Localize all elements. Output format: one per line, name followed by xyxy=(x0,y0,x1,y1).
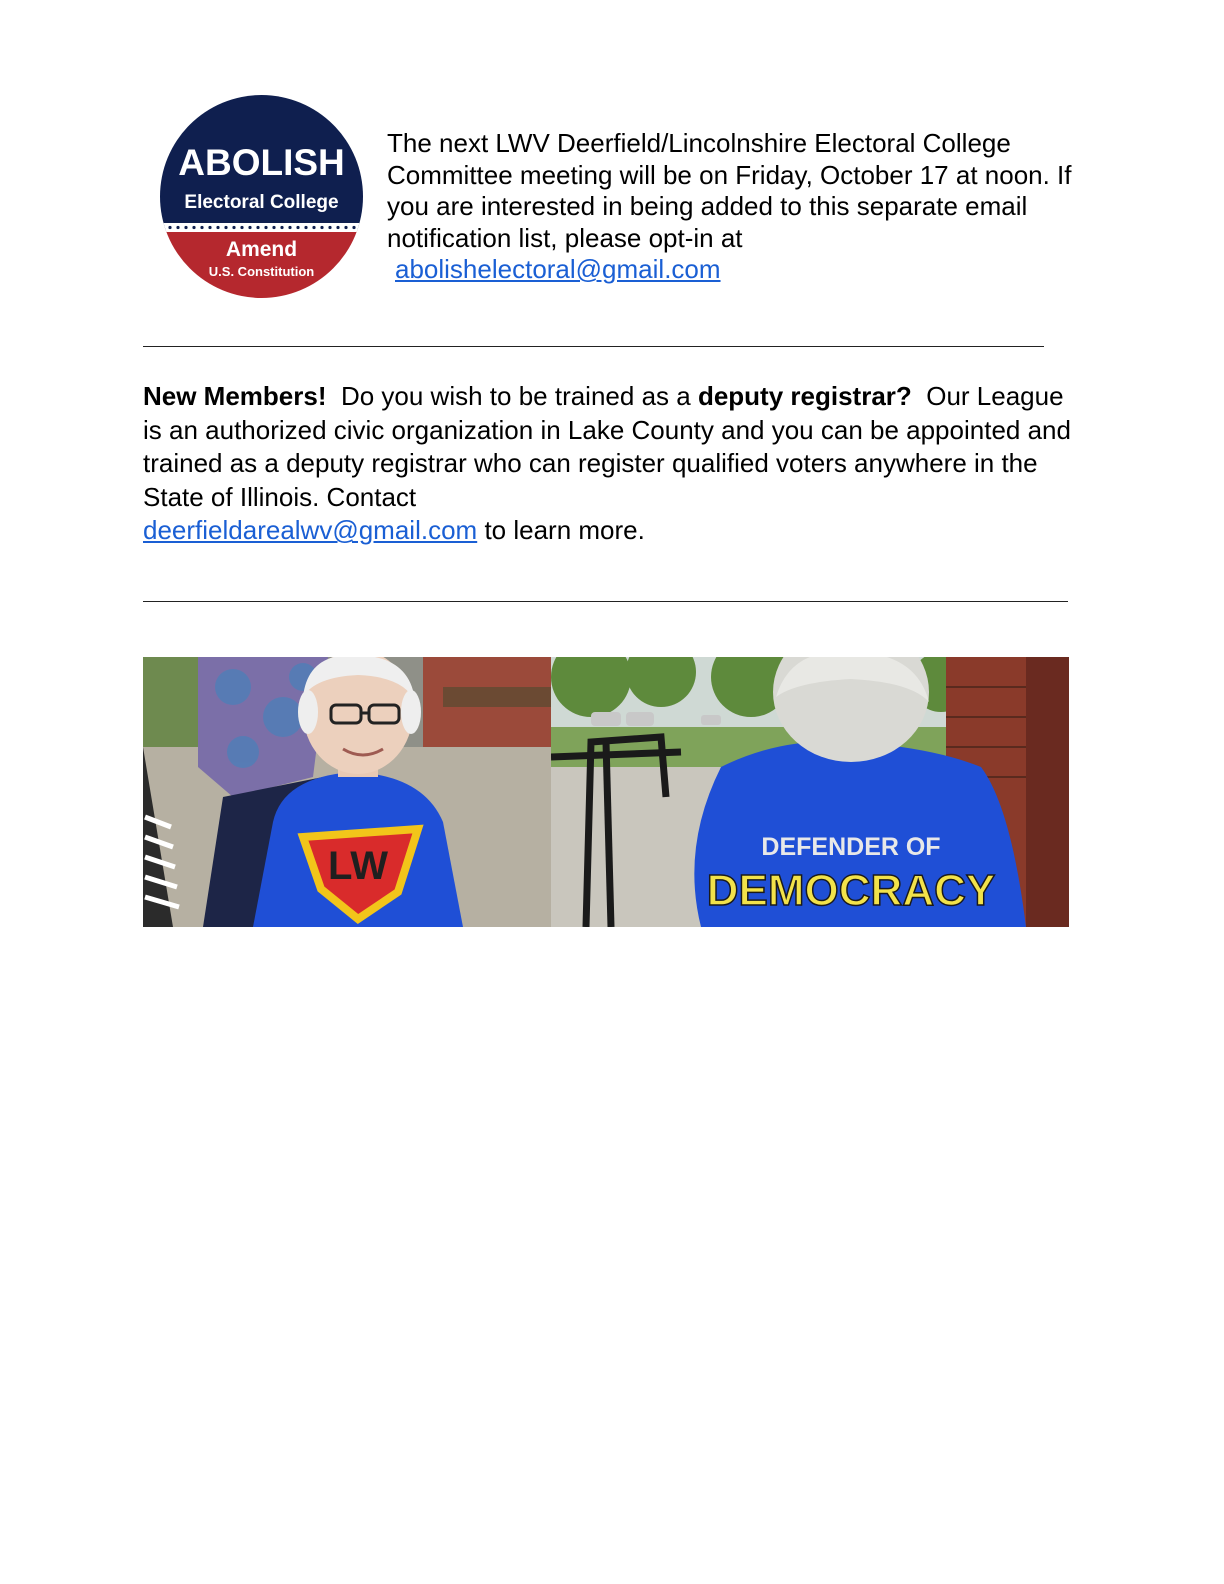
photo-strip xyxy=(143,657,1069,927)
new-members-heading: New Members! xyxy=(143,381,327,411)
new-members-text-4: to learn more. xyxy=(484,515,645,546)
divider-line xyxy=(143,346,1044,347)
logo-bottom-text: U.S. Constitution xyxy=(208,264,315,279)
photo-defender-of-democracy-shirt xyxy=(551,657,1069,927)
shirt-back-line1: DEFENDER OF xyxy=(761,833,941,861)
divider-line xyxy=(143,601,1068,602)
photo-woman-superhero-shirt xyxy=(143,657,551,927)
shirt-front-logo-text: LW xyxy=(328,844,388,888)
meeting-announcement-text: The next LWV Deerfield/Lincolnshire Electoral College Committee meeting will be on Friday, October 17 at noon. If you are interested in being added to this separate email notification list, please opt-in at xyxy=(387,128,1072,253)
logo-amend-text: Amend xyxy=(225,238,298,261)
new-members-text-3: Our League is an authorized civic organization in Lake County and you can be appointed and trained as a deputy registrar who can register qualified voters anywhere in the State of Illinois. Contact xyxy=(143,381,1071,512)
logo-middle-text: Electoral College xyxy=(184,192,339,213)
deerfield-email-link[interactable]: deerfieldarealwv@gmail.com xyxy=(143,515,478,546)
logo-badge xyxy=(160,95,363,298)
new-members-text-1: Do you wish to be trained as a xyxy=(340,381,691,411)
new-members-section xyxy=(143,380,1083,548)
photo-right-illustration xyxy=(551,657,1069,927)
photo-left-illustration xyxy=(143,657,551,927)
abolish-electoral-college-logo xyxy=(160,95,363,298)
logo-top-text: ABOLISH xyxy=(178,142,345,183)
abolish-electoral-email-link[interactable]: abolishelectoral@gmail.com xyxy=(395,254,721,284)
deputy-registrar-heading: deputy registrar? xyxy=(697,381,912,411)
meeting-announcement xyxy=(387,128,1077,286)
shirt-back-line2: DEMOCRACY xyxy=(706,866,996,915)
